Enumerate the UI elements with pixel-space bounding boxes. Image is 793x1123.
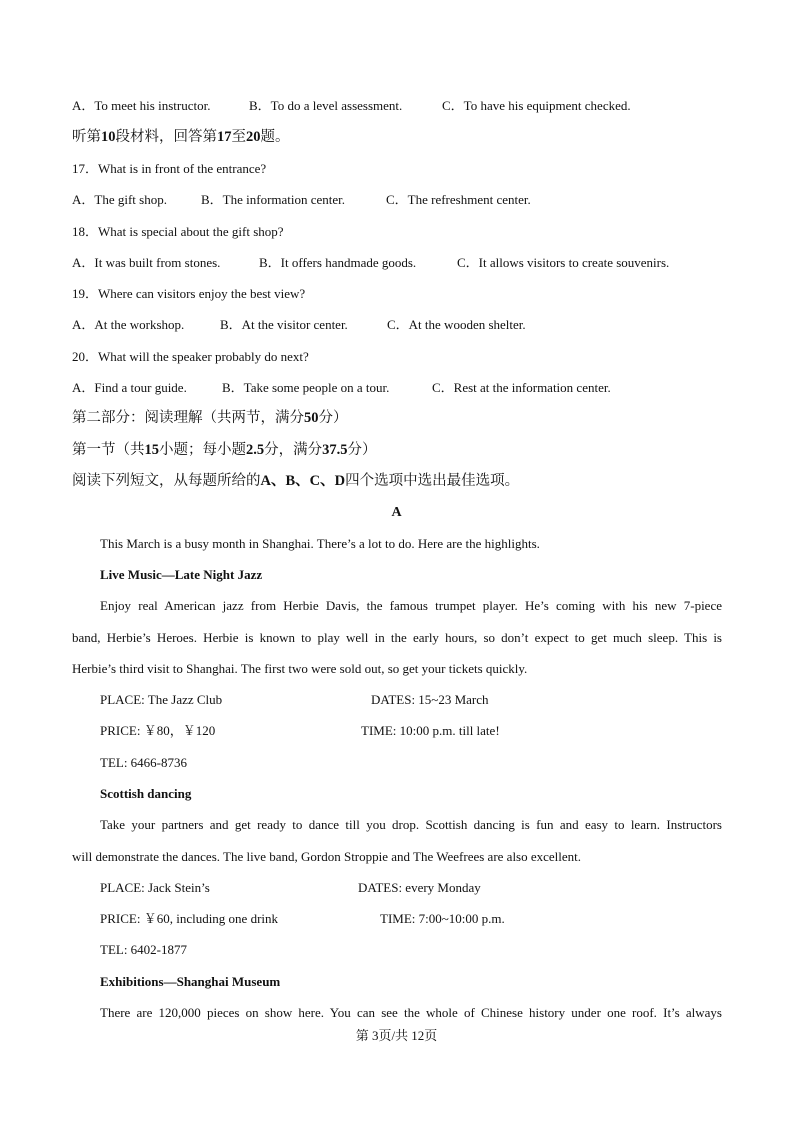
reading-instruction (72, 473, 519, 489)
part-2-heading (72, 410, 348, 426)
heading-text: 分，满分 (264, 442, 323, 458)
option-c: C．It allows visitors to create souvenirs. (457, 255, 670, 270)
question-18-stem: 18．What is special about the gift shop? (72, 224, 284, 239)
passage-label: A (391, 505, 402, 520)
section-1-heading (72, 442, 377, 458)
scottish-paragraph-line: will demonstrate the dances. The live band, Gordon Stroppie and The Weefrees are also excellent. (72, 849, 582, 864)
heading-text: 段材料，回答第 (115, 129, 217, 145)
option-a: A．The gift shop. (72, 192, 167, 207)
question-20-stem: 20．What will the speaker probably do next? (72, 349, 309, 364)
jazz-paragraph-line: Herbie’s third visit to Shanghai. The first two were sold out, so get your tickets quickly. (72, 661, 528, 676)
question-19-stem: 19．Where can visitors enjoy the best view? (72, 286, 306, 301)
heading-text: 题。 (260, 129, 290, 145)
jazz-tel: TEL: 6466-8736 (100, 755, 188, 770)
scottish-price: PRICE: ￥60, including one drink (100, 911, 279, 926)
scottish-tel: TEL: 6402-1877 (100, 942, 188, 957)
jazz-heading: Live Music—Late Night Jazz (100, 567, 263, 582)
scottish-paragraph-line: Take your partners and get ready to dance till you drop. Scottish dancing is fun and easy to learn. Instructors (100, 817, 722, 832)
option-c: C．The refreshment center. (386, 192, 531, 207)
option-b: B．To do a level assessment. (249, 98, 403, 113)
option-a: A．To meet his instructor. (72, 98, 211, 113)
option-b: B．It offers handmade goods. (259, 255, 417, 270)
option-c: C．At the wooden shelter. (387, 317, 526, 332)
museum-heading: Exhibitions—Shanghai Museum (100, 974, 281, 989)
option-b: B．The information center. (201, 192, 346, 207)
heading-text: 小题；每小题 (159, 442, 246, 458)
heading-number: 10 (101, 129, 116, 145)
scottish-time: TIME: 7:00~10:00 p.m. (380, 911, 505, 926)
passage-intro: This March is a busy month in Shanghai. There’s a lot to do. Here are the highlights. (100, 536, 540, 551)
museum-paragraph-line: There are 120,000 pieces on show here. You can see the whole of Chinese history under one roof. It’s always (100, 1005, 722, 1020)
heading-text: 听第 (72, 129, 101, 145)
option-c: C．Rest at the information center. (432, 380, 611, 395)
instruction-text: 阅读下列短文，从每题所给的 (72, 473, 261, 489)
scottish-dates: DATES: every Monday (358, 880, 481, 895)
option-c: C．To have his equipment checked. (442, 98, 631, 113)
section-10-heading (72, 129, 290, 145)
jazz-price: PRICE: ￥80，￥120 (100, 723, 216, 738)
heading-number: 20 (246, 129, 261, 145)
heading-number: 17 (217, 129, 232, 145)
option-b: B．At the visitor center. (220, 317, 348, 332)
heading-number: 2.5 (246, 442, 265, 458)
heading-number: 15 (144, 442, 159, 458)
page-footer: 第 3页/共 12页 (355, 1028, 438, 1043)
jazz-paragraph-line: band, Herbie’s Heroes. Herbie is known to play well in the early hours, so don’t expect to get much sleep. This is (72, 630, 722, 645)
jazz-paragraph-line: Enjoy real American jazz from Herbie Davis, the famous trumpet player. He’s coming with his new 7-piece (100, 598, 722, 613)
question-17-stem: 17．What is in front of the entrance? (72, 161, 267, 176)
instruction-text: 四个选项中选出最佳选项。 (345, 473, 520, 489)
heading-number: 50 (304, 410, 319, 426)
heading-text: 第一节（共 (72, 442, 145, 458)
instruction-letters: A、B、C、D (260, 473, 346, 489)
jazz-place: PLACE: The Jazz Club (100, 692, 223, 707)
heading-text: 分） (318, 410, 348, 426)
option-a: A．It was built from stones. (72, 255, 221, 270)
option-a: A．Find a tour guide. (72, 380, 187, 395)
option-a: A．At the workshop. (72, 317, 185, 332)
scottish-heading: Scottish dancing (100, 786, 192, 801)
jazz-time: TIME: 10:00 p.m. till late! (361, 723, 500, 738)
scottish-place: PLACE: Jack Stein’s (100, 880, 210, 895)
heading-text: 分） (347, 442, 377, 458)
jazz-dates: DATES: 15~23 March (371, 692, 489, 707)
heading-text: 至 (231, 129, 246, 145)
option-b: B．Take some people on a tour. (222, 380, 390, 395)
heading-number: 37.5 (322, 442, 348, 458)
heading-text: 第二部分：阅读理解（共两节，满分 (72, 410, 304, 426)
